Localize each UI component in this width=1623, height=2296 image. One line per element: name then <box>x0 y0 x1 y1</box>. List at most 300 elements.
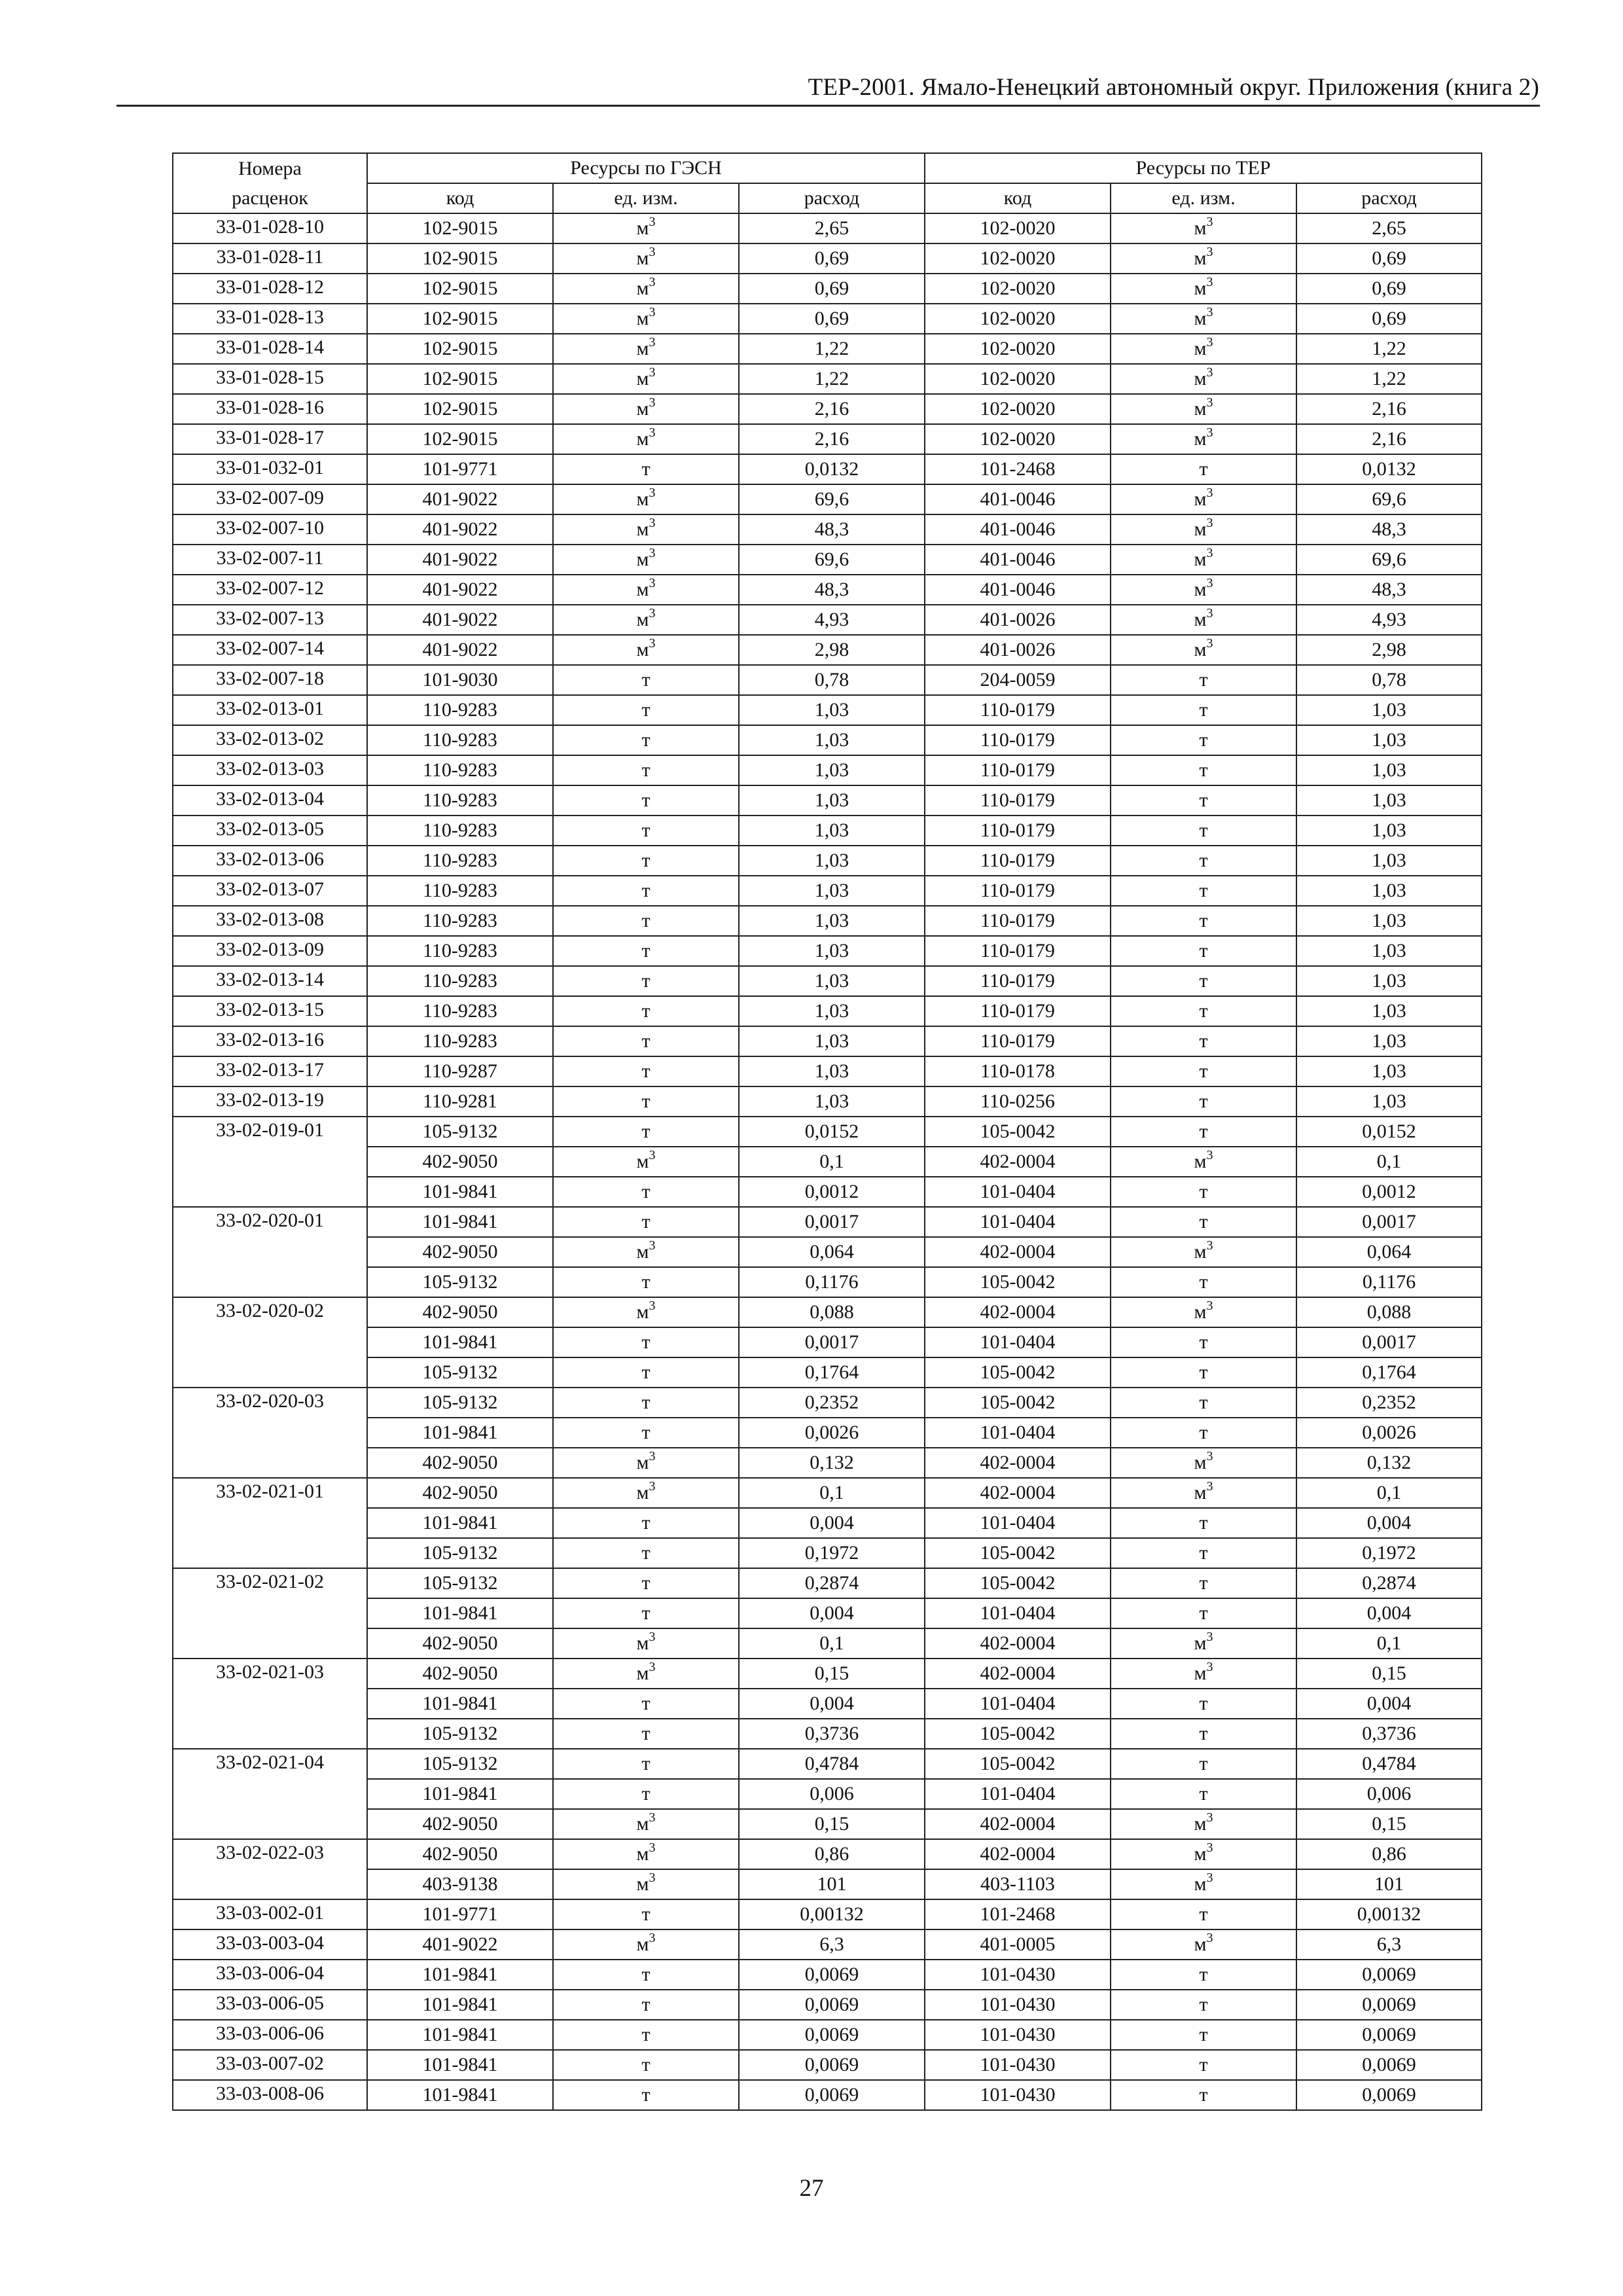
cell-ter-unit: т <box>1111 1086 1296 1117</box>
unit-exponent: 3 <box>1206 1238 1213 1253</box>
cell-gesn-amount: 69,6 <box>739 545 925 575</box>
cell-ter-amount: 1,03 <box>1296 996 1482 1026</box>
cell-gesn-unit <box>553 575 739 605</box>
cell-ter-amount: 0,78 <box>1296 665 1482 695</box>
cell-gesn-code: 101-9841 <box>367 1508 553 1538</box>
cell-ter-amount: 1,03 <box>1296 816 1482 846</box>
cell-gesn-code: 101-9841 <box>367 1990 553 2020</box>
cell-rate-number: 33-01-028-13 <box>173 304 367 334</box>
unit-base: м <box>636 1933 649 1955</box>
cell-ter-unit <box>1111 1628 1296 1659</box>
cell-gesn-amount: 0,0069 <box>739 2020 925 2050</box>
unit-base: м <box>1194 1632 1207 1654</box>
cell-gesn-unit: т <box>553 846 739 876</box>
cell-gesn-code: 101-9841 <box>367 1598 553 1628</box>
unit-exponent: 3 <box>1206 1479 1213 1494</box>
cell-ter-unit <box>1111 1809 1296 1839</box>
header-number-line2: расценок <box>173 183 367 213</box>
cell-ter-amount: 0,69 <box>1296 274 1482 304</box>
cell-gesn-amount: 0,69 <box>739 304 925 334</box>
cell-ter-code: 102-0020 <box>925 243 1111 274</box>
cell-gesn-unit: т <box>553 454 739 484</box>
cell-rate-number: 33-02-013-17 <box>173 1056 367 1086</box>
unit-base: м <box>636 217 649 239</box>
cell-ter-unit: т <box>1111 1327 1296 1357</box>
unit-base: м <box>1194 1482 1207 1503</box>
cell-ter-amount: 1,03 <box>1296 906 1482 936</box>
cell-ter-code: 101-0404 <box>925 1598 1111 1628</box>
unit-base: м <box>636 1151 649 1172</box>
cell-gesn-amount: 0,78 <box>739 665 925 695</box>
cell-ter-code: 101-0404 <box>925 1418 1111 1448</box>
cell-gesn-amount: 0,1176 <box>739 1267 925 1297</box>
cell-ter-code: 105-0042 <box>925 1117 1111 1147</box>
table-row <box>173 1779 1482 1809</box>
cell-rate-number: 33-02-013-06 <box>173 846 367 876</box>
cell-gesn-unit <box>553 304 739 334</box>
cell-ter-unit: т <box>1111 2050 1296 2080</box>
cell-rate-number: 33-03-006-05 <box>173 1990 367 2020</box>
unit-exponent: 3 <box>1206 1840 1213 1855</box>
table-row <box>173 364 1482 394</box>
table-row <box>173 1117 1482 1147</box>
unit-exponent: 3 <box>1206 335 1213 350</box>
table-row <box>173 243 1482 274</box>
cell-gesn-amount: 1,03 <box>739 936 925 966</box>
cell-ter-amount: 0,132 <box>1296 1448 1482 1478</box>
cell-ter-code: 105-0042 <box>925 1568 1111 1598</box>
cell-ter-unit <box>1111 1297 1296 1327</box>
cell-gesn-amount: 1,03 <box>739 785 925 816</box>
cell-gesn-unit <box>553 484 739 514</box>
table-row <box>173 2080 1482 2110</box>
table-row <box>173 1990 1482 2020</box>
cell-ter-amount: 0,0069 <box>1296 2080 1482 2110</box>
table-row <box>173 785 1482 816</box>
cell-ter-code: 110-0179 <box>925 996 1111 1026</box>
cell-ter-code: 105-0042 <box>925 1538 1111 1568</box>
cell-gesn-code: 102-9015 <box>367 304 553 334</box>
cell-gesn-unit: т <box>553 816 739 846</box>
cell-rate-number: 33-03-006-04 <box>173 1960 367 1990</box>
table-row <box>173 1809 1482 1839</box>
cell-gesn-unit <box>553 1809 739 1839</box>
cell-gesn-code: 101-9771 <box>367 454 553 484</box>
cell-ter-code: 110-0179 <box>925 755 1111 785</box>
cell-gesn-code: 402-9050 <box>367 1809 553 1839</box>
table-row <box>173 1719 1482 1749</box>
cell-ter-code: 102-0020 <box>925 274 1111 304</box>
unit-base: м <box>636 1632 649 1654</box>
cell-ter-code: 101-0430 <box>925 2020 1111 2050</box>
cell-gesn-code: 401-9022 <box>367 635 553 665</box>
cell-ter-unit: т <box>1111 1388 1296 1418</box>
cell-ter-unit: т <box>1111 1357 1296 1388</box>
table-row <box>173 1207 1482 1237</box>
table-row <box>173 816 1482 846</box>
cell-gesn-amount: 0,69 <box>739 243 925 274</box>
table-row <box>173 1538 1482 1568</box>
cell-ter-amount: 1,03 <box>1296 1056 1482 1086</box>
cell-ter-code: 402-0004 <box>925 1809 1111 1839</box>
cell-ter-amount: 2,16 <box>1296 424 1482 454</box>
unit-base: м <box>1194 308 1207 329</box>
cell-rate-number <box>173 1357 367 1388</box>
table-row <box>173 514 1482 545</box>
unit-base: м <box>636 1482 649 1503</box>
cell-ter-amount: 1,03 <box>1296 1086 1482 1117</box>
cell-rate-number: 33-02-007-14 <box>173 635 367 665</box>
cell-ter-amount: 0,1 <box>1296 1478 1482 1508</box>
cell-ter-code: 401-0046 <box>925 484 1111 514</box>
cell-gesn-code: 402-9050 <box>367 1659 553 1689</box>
cell-ter-code: 101-0430 <box>925 2080 1111 2110</box>
cell-ter-unit: т <box>1111 816 1296 846</box>
cell-gesn-code: 102-9015 <box>367 213 553 243</box>
unit-base: м <box>1194 1241 1207 1263</box>
unit-exponent: 3 <box>649 1238 656 1253</box>
header-ter-unit: ед. изм. <box>1111 183 1296 213</box>
cell-ter-amount: 69,6 <box>1296 545 1482 575</box>
table-row <box>173 996 1482 1026</box>
cell-gesn-code: 105-9132 <box>367 1538 553 1568</box>
cell-rate-number <box>173 1267 367 1297</box>
unit-base: м <box>636 368 649 389</box>
cell-ter-unit: т <box>1111 1960 1296 1990</box>
table-row <box>173 274 1482 304</box>
unit-exponent: 3 <box>649 1810 656 1825</box>
cell-ter-unit: т <box>1111 755 1296 785</box>
cell-ter-unit: т <box>1111 1508 1296 1538</box>
cell-ter-code: 101-0430 <box>925 1960 1111 1990</box>
cell-gesn-code: 401-9022 <box>367 514 553 545</box>
cell-gesn-amount: 0,1 <box>739 1628 925 1659</box>
cell-ter-unit <box>1111 1839 1296 1869</box>
cell-gesn-unit <box>553 635 739 665</box>
unit-base: м <box>636 609 649 630</box>
header-gesn-amount: расход <box>739 183 925 213</box>
unit-exponent: 3 <box>1206 636 1213 651</box>
unit-exponent: 3 <box>649 1148 656 1162</box>
cell-gesn-amount: 1,03 <box>739 1056 925 1086</box>
cell-ter-code: 102-0020 <box>925 334 1111 364</box>
unit-exponent: 3 <box>1206 1449 1213 1463</box>
cell-gesn-code: 102-9015 <box>367 274 553 304</box>
cell-ter-unit: т <box>1111 996 1296 1026</box>
cell-ter-amount: 0,064 <box>1296 1237 1482 1267</box>
cell-rate-number: 33-02-013-14 <box>173 966 367 996</box>
cell-gesn-unit <box>553 334 739 364</box>
cell-gesn-code: 401-9022 <box>367 575 553 605</box>
cell-ter-amount: 1,03 <box>1296 966 1482 996</box>
cell-gesn-unit <box>553 1448 739 1478</box>
cell-gesn-unit: т <box>553 1508 739 1538</box>
cell-ter-amount: 0,1 <box>1296 1147 1482 1177</box>
cell-rate-number: 33-03-008-06 <box>173 2080 367 2110</box>
cell-gesn-unit <box>553 243 739 274</box>
cell-ter-code: 105-0042 <box>925 1719 1111 1749</box>
cell-ter-unit <box>1111 545 1296 575</box>
cell-gesn-amount: 69,6 <box>739 484 925 514</box>
unit-base: м <box>1194 548 1207 570</box>
cell-ter-unit: т <box>1111 936 1296 966</box>
cell-ter-code: 402-0004 <box>925 1659 1111 1689</box>
cell-ter-code: 402-0004 <box>925 1147 1111 1177</box>
cell-rate-number <box>173 1177 367 1207</box>
unit-exponent: 3 <box>1206 1931 1213 1945</box>
cell-ter-code: 402-0004 <box>925 1237 1111 1267</box>
cell-ter-amount: 2,98 <box>1296 635 1482 665</box>
cell-gesn-unit: т <box>553 1388 739 1418</box>
cell-ter-unit: т <box>1111 725 1296 755</box>
cell-ter-code: 101-0430 <box>925 1990 1111 2020</box>
cell-rate-number: 33-02-020-02 <box>173 1297 367 1327</box>
cell-ter-amount: 0,0069 <box>1296 2050 1482 2080</box>
cell-rate-number <box>173 1327 367 1357</box>
cell-ter-unit: т <box>1111 876 1296 906</box>
cell-ter-amount: 0,1764 <box>1296 1357 1482 1388</box>
cell-rate-number: 33-03-007-02 <box>173 2050 367 2080</box>
table-row <box>173 1899 1482 1929</box>
cell-gesn-amount: 0,088 <box>739 1297 925 1327</box>
unit-base: м <box>1194 1873 1207 1895</box>
cell-rate-number <box>173 1809 367 1839</box>
cell-rate-number <box>173 1508 367 1538</box>
cell-ter-amount: 0,69 <box>1296 304 1482 334</box>
cell-gesn-amount: 0,0069 <box>739 2050 925 2080</box>
cell-gesn-amount: 0,1 <box>739 1478 925 1508</box>
unit-exponent: 3 <box>649 636 656 651</box>
table-row <box>173 2050 1482 2080</box>
unit-exponent: 3 <box>1206 546 1213 560</box>
cell-gesn-amount: 0,15 <box>739 1659 925 1689</box>
table-row <box>173 665 1482 695</box>
cell-ter-unit <box>1111 274 1296 304</box>
cell-gesn-amount: 0,0017 <box>739 1327 925 1357</box>
unit-exponent: 3 <box>649 576 656 590</box>
cell-gesn-unit: т <box>553 1568 739 1598</box>
cell-gesn-amount: 2,98 <box>739 635 925 665</box>
cell-ter-amount: 0,3736 <box>1296 1719 1482 1749</box>
cell-rate-number <box>173 1598 367 1628</box>
cell-ter-amount: 1,03 <box>1296 846 1482 876</box>
unit-base: м <box>1194 1151 1207 1172</box>
cell-gesn-unit <box>553 1659 739 1689</box>
cell-gesn-code: 402-9050 <box>367 1839 553 1869</box>
cell-ter-unit <box>1111 635 1296 665</box>
cell-gesn-amount: 48,3 <box>739 575 925 605</box>
cell-rate-number: 33-02-021-02 <box>173 1568 367 1598</box>
cell-gesn-code: 402-9050 <box>367 1448 553 1478</box>
cell-ter-amount: 1,03 <box>1296 1026 1482 1056</box>
unit-base: м <box>636 398 649 420</box>
cell-rate-number <box>173 1628 367 1659</box>
unit-exponent: 3 <box>649 606 656 620</box>
cell-gesn-unit <box>553 514 739 545</box>
cell-ter-unit: т <box>1111 1026 1296 1056</box>
resources-table <box>172 152 1482 2111</box>
cell-gesn-amount: 0,0132 <box>739 454 925 484</box>
unit-base: м <box>636 1813 649 1835</box>
unit-base: м <box>636 1873 649 1895</box>
cell-ter-code: 101-0404 <box>925 1779 1111 1809</box>
cell-gesn-amount: 0,1972 <box>739 1538 925 1568</box>
cell-gesn-amount: 48,3 <box>739 514 925 545</box>
unit-base: м <box>636 1843 649 1865</box>
cell-gesn-unit: т <box>553 1327 739 1357</box>
header-gesn-code: код <box>367 183 553 213</box>
unit-base: м <box>1194 398 1207 420</box>
cell-gesn-unit: т <box>553 1086 739 1117</box>
cell-ter-amount: 0,0012 <box>1296 1177 1482 1207</box>
cell-ter-amount: 0,0017 <box>1296 1207 1482 1237</box>
cell-ter-amount: 0,2874 <box>1296 1568 1482 1598</box>
cell-ter-amount: 48,3 <box>1296 514 1482 545</box>
cell-ter-unit: т <box>1111 2020 1296 2050</box>
cell-gesn-amount: 0,0069 <box>739 2080 925 2110</box>
cell-gesn-amount: 0,1764 <box>739 1357 925 1388</box>
cell-ter-unit <box>1111 514 1296 545</box>
cell-ter-amount: 0,4784 <box>1296 1749 1482 1779</box>
cell-ter-unit: т <box>1111 1207 1296 1237</box>
cell-ter-code: 110-0179 <box>925 816 1111 846</box>
cell-gesn-amount: 0,00132 <box>739 1899 925 1929</box>
cell-gesn-unit <box>553 394 739 424</box>
cell-gesn-unit <box>553 213 739 243</box>
cell-ter-unit: т <box>1111 1568 1296 1598</box>
cell-gesn-amount: 0,0017 <box>739 1207 925 1237</box>
cell-gesn-unit: т <box>553 1357 739 1388</box>
cell-gesn-amount: 0,006 <box>739 1779 925 1809</box>
cell-rate-number: 33-02-007-13 <box>173 605 367 635</box>
table-row <box>173 1508 1482 1538</box>
cell-ter-amount: 0,0026 <box>1296 1418 1482 1448</box>
header-gesn-unit: ед. изм. <box>553 183 739 213</box>
table-row <box>173 1448 1482 1478</box>
unit-base: м <box>636 548 649 570</box>
cell-gesn-amount: 0,064 <box>739 1237 925 1267</box>
unit-exponent: 3 <box>1206 486 1213 500</box>
cell-gesn-unit <box>553 1839 739 1869</box>
table-row <box>173 725 1482 755</box>
cell-gesn-amount: 0,004 <box>739 1689 925 1719</box>
cell-ter-code: 101-0404 <box>925 1327 1111 1357</box>
cell-gesn-amount: 1,22 <box>739 334 925 364</box>
table-row <box>173 906 1482 936</box>
unit-base: м <box>636 639 649 660</box>
cell-rate-number: 33-02-022-03 <box>173 1839 367 1869</box>
unit-base: м <box>636 338 649 359</box>
cell-ter-code: 110-0179 <box>925 846 1111 876</box>
cell-ter-amount: 0,0069 <box>1296 2020 1482 2050</box>
unit-exponent: 3 <box>649 275 656 289</box>
unit-base: м <box>1194 247 1207 269</box>
unit-base: м <box>636 308 649 329</box>
table-row <box>173 454 1482 484</box>
table-row <box>173 635 1482 665</box>
cell-gesn-code: 102-9015 <box>367 394 553 424</box>
cell-ter-code: 110-0179 <box>925 1026 1111 1056</box>
cell-gesn-code: 110-9283 <box>367 876 553 906</box>
unit-exponent: 3 <box>649 365 656 380</box>
cell-ter-amount: 0,1176 <box>1296 1267 1482 1297</box>
cell-gesn-code: 102-9015 <box>367 424 553 454</box>
cell-ter-code: 101-2468 <box>925 1899 1111 1929</box>
unit-base: м <box>1194 278 1207 299</box>
cell-ter-unit: т <box>1111 1177 1296 1207</box>
cell-gesn-code: 401-9022 <box>367 545 553 575</box>
cell-ter-amount: 0,004 <box>1296 1508 1482 1538</box>
cell-gesn-code: 105-9132 <box>367 1568 553 1598</box>
cell-gesn-amount: 4,93 <box>739 605 925 635</box>
cell-ter-unit: т <box>1111 906 1296 936</box>
table-row <box>173 1177 1482 1207</box>
cell-ter-code: 102-0020 <box>925 424 1111 454</box>
cell-rate-number <box>173 1237 367 1267</box>
cell-ter-code: 102-0020 <box>925 304 1111 334</box>
unit-exponent: 3 <box>649 1449 656 1463</box>
cell-ter-amount: 1,03 <box>1296 785 1482 816</box>
cell-ter-code: 110-0179 <box>925 695 1111 725</box>
cell-ter-amount: 0,0152 <box>1296 1117 1482 1147</box>
cell-gesn-unit <box>553 545 739 575</box>
cell-ter-unit: т <box>1111 665 1296 695</box>
cell-gesn-code: 102-9015 <box>367 243 553 274</box>
cell-gesn-amount: 0,86 <box>739 1839 925 1869</box>
cell-gesn-amount: 0,0152 <box>739 1117 925 1147</box>
cell-gesn-amount: 0,2874 <box>739 1568 925 1598</box>
cell-gesn-unit <box>553 1478 739 1508</box>
cell-ter-amount: 1,03 <box>1296 725 1482 755</box>
table-row <box>173 424 1482 454</box>
table-row <box>173 936 1482 966</box>
cell-gesn-code: 105-9132 <box>367 1357 553 1388</box>
table-row <box>173 1086 1482 1117</box>
cell-gesn-code: 401-9022 <box>367 605 553 635</box>
unit-base: м <box>636 1241 649 1263</box>
unit-exponent: 3 <box>1206 576 1213 590</box>
cell-gesn-amount: 0,004 <box>739 1508 925 1538</box>
cell-ter-unit: т <box>1111 1990 1296 2020</box>
cell-gesn-unit: т <box>553 876 739 906</box>
table-row <box>173 334 1482 364</box>
cell-rate-number: 33-02-007-12 <box>173 575 367 605</box>
unit-exponent: 3 <box>649 486 656 500</box>
cell-gesn-amount: 1,03 <box>739 906 925 936</box>
cell-ter-amount: 0,1 <box>1296 1628 1482 1659</box>
page-number: 27 <box>799 2175 824 2202</box>
cell-gesn-code: 110-9283 <box>367 695 553 725</box>
cell-gesn-unit: т <box>553 936 739 966</box>
unit-base: м <box>1194 217 1207 239</box>
cell-ter-amount: 0,006 <box>1296 1779 1482 1809</box>
table-row <box>173 545 1482 575</box>
unit-base: м <box>1194 639 1207 660</box>
unit-exponent: 3 <box>649 335 656 350</box>
table-row <box>173 484 1482 514</box>
cell-gesn-amount: 0,4784 <box>739 1749 925 1779</box>
cell-gesn-unit: т <box>553 1267 739 1297</box>
cell-gesn-code: 110-9283 <box>367 755 553 785</box>
cell-ter-amount: 0,15 <box>1296 1809 1482 1839</box>
cell-gesn-code: 101-9841 <box>367 1327 553 1357</box>
cell-gesn-code: 105-9132 <box>367 1388 553 1418</box>
cell-rate-number: 33-01-028-12 <box>173 274 367 304</box>
cell-gesn-amount: 0,0012 <box>739 1177 925 1207</box>
cell-ter-unit: т <box>1111 1779 1296 1809</box>
header-rule <box>116 105 1540 107</box>
cell-ter-amount: 0,86 <box>1296 1839 1482 1869</box>
